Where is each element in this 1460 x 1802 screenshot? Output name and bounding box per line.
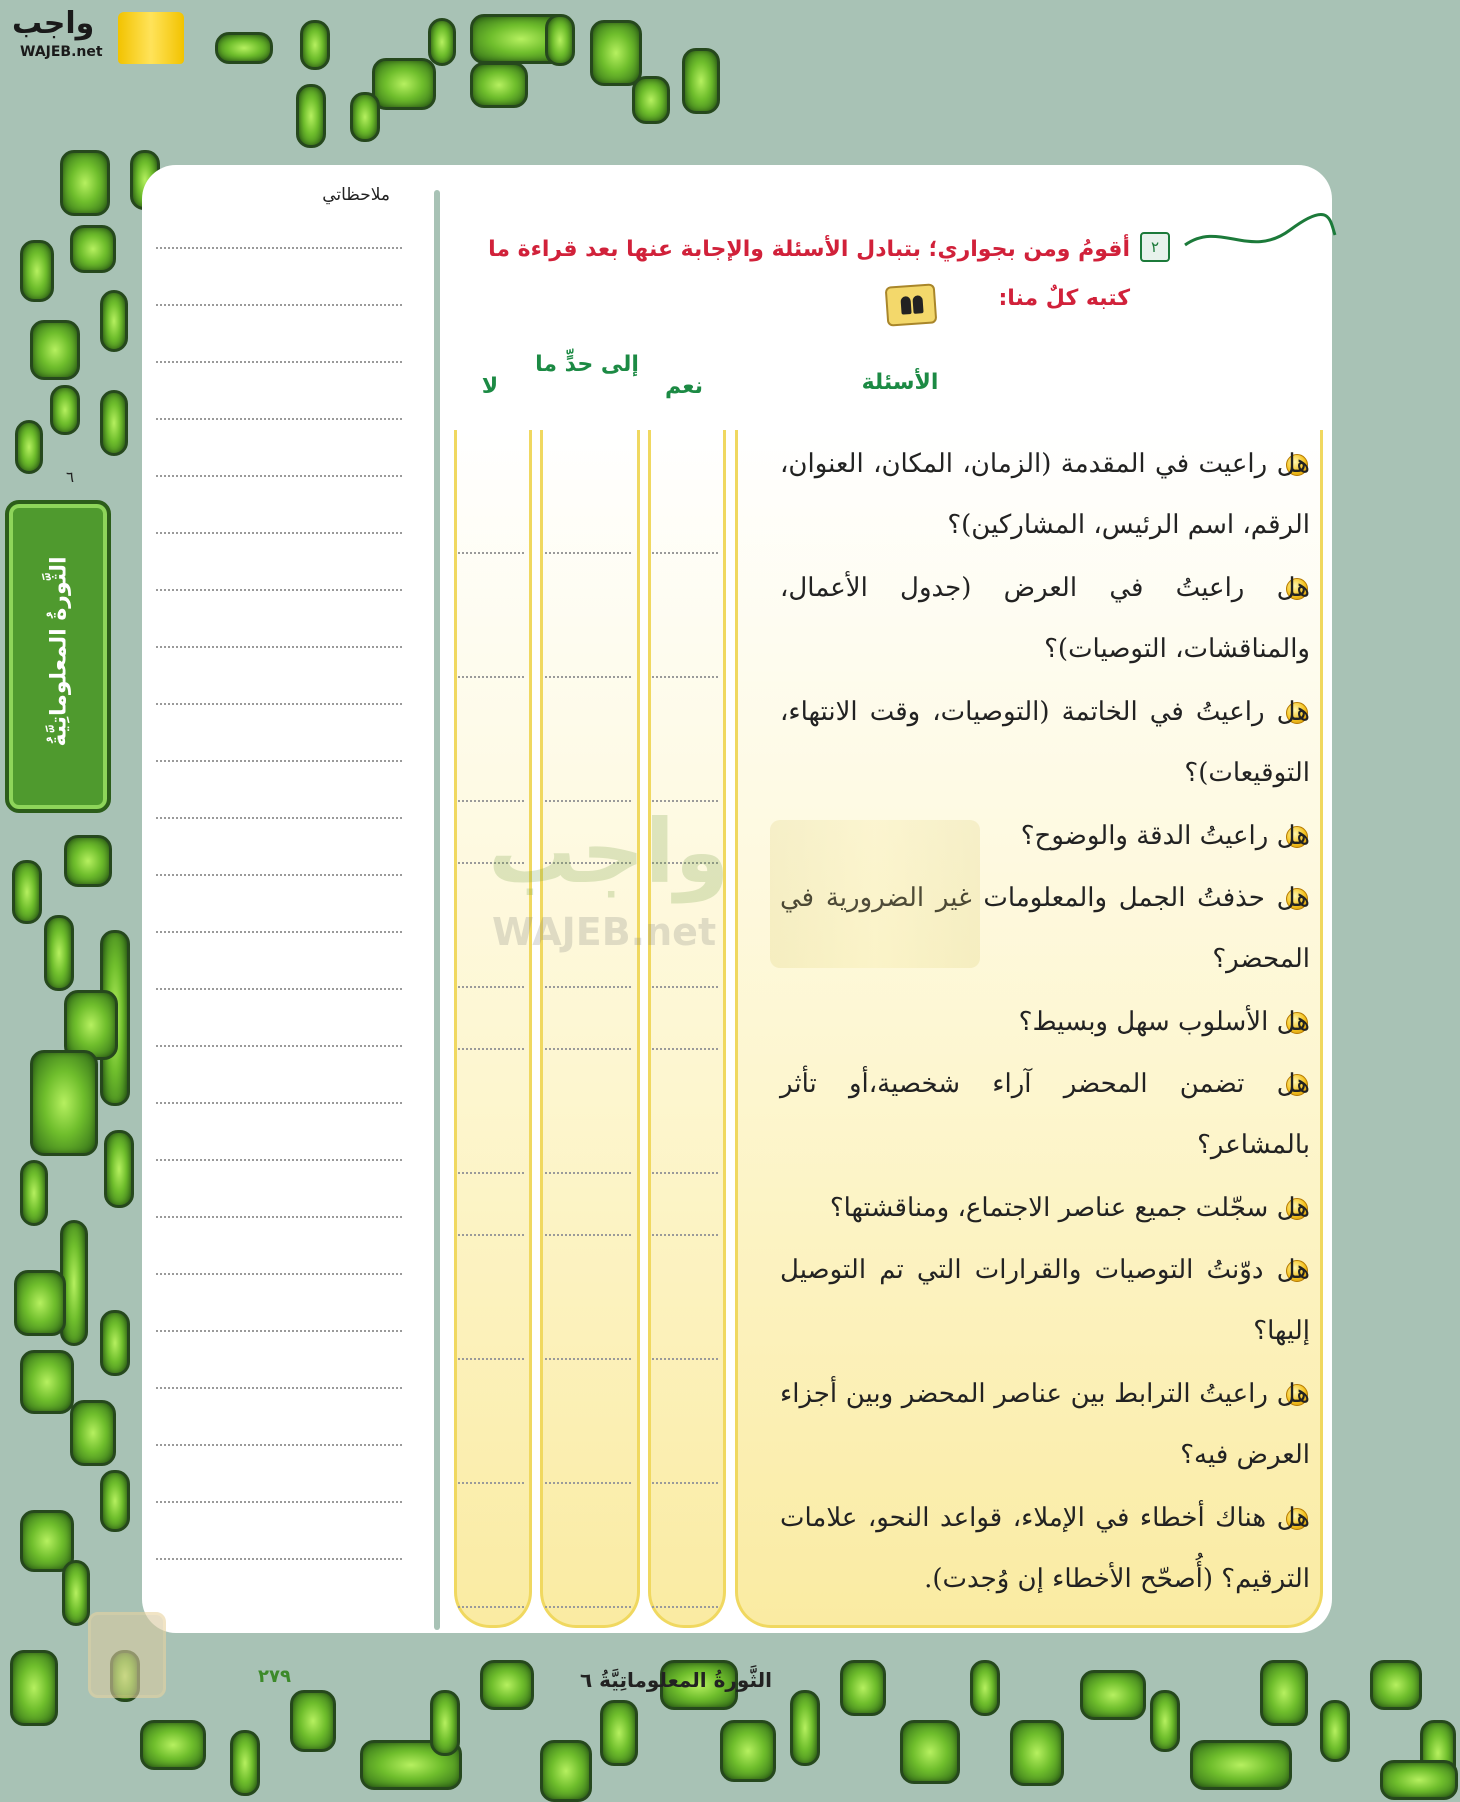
question-text: هل الأسلوب سهل وبسيط؟	[1018, 1007, 1310, 1037]
notes-line	[156, 703, 402, 705]
decorative-cell-icon	[970, 1660, 1000, 1716]
notes-line	[156, 760, 402, 762]
decorative-cell-icon	[632, 76, 670, 124]
header-questions: الأسئلة	[861, 370, 939, 395]
answer-line[interactable]	[652, 676, 718, 678]
answer-line[interactable]	[652, 986, 718, 988]
notes-line	[156, 1045, 402, 1047]
answer-line[interactable]	[652, 1606, 718, 1608]
logo-arabic: واجب	[12, 6, 95, 41]
watermark	[480, 800, 1000, 970]
decorative-cell-icon	[428, 18, 456, 66]
notes-line	[156, 1558, 402, 1560]
decorative-cell-icon	[20, 1160, 48, 1226]
decorative-cell-icon	[545, 14, 575, 66]
header-somewhat: إلى حدٍّ ما	[535, 352, 639, 377]
question-text: هل هناك أخطاء في الإملاء، قواعد النحو، علامات الترقيم؟ (أُصحّح الأخطاء إن وُجدت).	[780, 1503, 1310, 1594]
answer-line[interactable]	[458, 1172, 524, 1174]
decorative-cell-icon	[100, 290, 128, 352]
corner-ornament-icon	[88, 1612, 166, 1698]
pair-work-icon	[885, 283, 938, 326]
notes-line	[156, 304, 402, 306]
decorative-cell-icon	[350, 92, 380, 142]
question-text: هل راعيتُ في العرض (جدول الأعمال، والمناقشات، التوصيات)؟	[780, 573, 1310, 664]
somewhat-column	[540, 430, 640, 1628]
question-text: هل راعيتُ في الخاتمة (التوصيات، وقت الانتهاء، التوقيعات)؟	[780, 697, 1310, 788]
notes-line	[156, 874, 402, 876]
decorative-cell-icon	[480, 1660, 534, 1710]
decorative-cell-icon	[372, 58, 436, 110]
decorative-cell-icon	[1080, 1670, 1146, 1720]
decorative-cell-icon	[100, 390, 128, 456]
decorative-cell-icon	[15, 420, 43, 474]
notes-line	[156, 418, 402, 420]
answer-line[interactable]	[545, 1172, 631, 1174]
decorative-cell-icon	[50, 385, 80, 435]
question-text: هل تضمن المحضر آراء شخصية،أو تأثر بالمشاعر؟	[780, 1069, 1310, 1160]
answer-line[interactable]	[458, 1048, 524, 1050]
notes-line	[156, 1330, 402, 1332]
yes-column	[648, 430, 726, 1628]
decorative-cell-icon	[30, 320, 80, 380]
decorative-cell-icon	[1150, 1690, 1180, 1752]
answer-line[interactable]	[545, 552, 631, 554]
no-column	[454, 430, 532, 1628]
watermark-latin: WAJEB.net	[492, 910, 717, 954]
question-text: هل راعيتُ الترابط بين عناصر المحضر وبين أجزاء العرض فيه؟	[780, 1379, 1310, 1470]
decorative-cell-icon	[296, 84, 326, 148]
notes-title: ملاحظاتي	[322, 185, 390, 205]
footer-unit-title: الثَّورةُ المعلوماتِيَّةُ ٦	[580, 1668, 772, 1692]
answer-line[interactable]	[652, 552, 718, 554]
header-yes: نعم	[665, 374, 703, 399]
exercise-number: ٢	[1140, 232, 1170, 262]
unit-side-tab	[5, 500, 111, 813]
answer-line[interactable]	[652, 1358, 718, 1360]
decorative-cell-icon	[540, 1740, 592, 1802]
decorative-cell-icon	[1370, 1660, 1422, 1710]
answer-line[interactable]	[652, 1048, 718, 1050]
watermark-arabic: واجب	[488, 800, 730, 903]
question-text: هل راعيتُ الدقة والوضوح؟	[1020, 821, 1310, 851]
wajeb-logo	[8, 6, 192, 66]
notes-line	[156, 589, 402, 591]
decorative-cell-icon	[10, 1650, 58, 1726]
answer-line[interactable]	[545, 1606, 631, 1608]
decorative-cell-icon	[30, 1050, 98, 1156]
question-text: هل سجّلت جميع عناصر الاجتماع، ومناقشتها؟	[829, 1193, 1310, 1223]
answer-line[interactable]	[545, 986, 631, 988]
decorative-cell-icon	[20, 1350, 74, 1414]
decorative-cell-icon	[430, 1690, 460, 1756]
decorative-cell-icon	[70, 225, 116, 273]
notes-line	[156, 475, 402, 477]
answer-line[interactable]	[458, 1482, 524, 1484]
answer-line[interactable]	[652, 1172, 718, 1174]
decorative-cell-icon	[44, 915, 74, 991]
answer-line[interactable]	[458, 1358, 524, 1360]
decorative-cell-icon	[600, 1700, 638, 1766]
decorative-cell-icon	[590, 20, 642, 86]
decorative-cell-icon	[1010, 1720, 1064, 1786]
decorative-cell-icon	[104, 1130, 134, 1208]
notes-line	[156, 1387, 402, 1389]
answer-line[interactable]	[458, 1606, 524, 1608]
answer-line[interactable]	[458, 1234, 524, 1236]
watermark-book-icon	[770, 820, 980, 968]
answer-line[interactable]	[545, 1482, 631, 1484]
decorative-cell-icon	[470, 62, 528, 108]
decorative-cell-icon	[70, 1400, 116, 1466]
decorative-cell-icon	[1190, 1740, 1292, 1790]
notes-line	[156, 1102, 402, 1104]
decorative-cell-icon	[64, 835, 112, 887]
decorative-cell-icon	[900, 1720, 960, 1784]
logo-latin: WAJEB.net	[20, 44, 103, 60]
answer-line[interactable]	[545, 1048, 631, 1050]
decorative-cell-icon	[140, 1720, 206, 1770]
side-tab-title: الثَّورةُ المعلوماتِيَّةُ	[46, 556, 72, 747]
decorative-cell-icon	[215, 32, 273, 64]
answer-line[interactable]	[652, 1234, 718, 1236]
decorative-cell-icon	[1260, 1660, 1308, 1726]
notes-divider	[434, 190, 440, 1630]
decorative-cell-icon	[290, 1690, 336, 1752]
decorative-cell-icon	[300, 20, 330, 70]
answer-line[interactable]	[458, 552, 524, 554]
question-text: هل دوّنتُ التوصيات والقرارات التي تم التوصيل إليها؟	[780, 1255, 1310, 1346]
header-wave-icon	[1180, 205, 1340, 265]
decorative-cell-icon	[100, 1310, 130, 1376]
decorative-cell-icon	[60, 150, 110, 216]
notes-line	[156, 1273, 402, 1275]
answer-line[interactable]	[545, 676, 631, 678]
decorative-cell-icon	[840, 1660, 886, 1716]
notes-line	[156, 1501, 402, 1503]
question-text: هل راعيت في المقدمة (الزمان، المكان، العنوان، الرقم، اسم الرئيس، المشاركين)؟	[780, 449, 1310, 540]
answer-line[interactable]	[545, 1234, 631, 1236]
notes-line	[156, 646, 402, 648]
answer-line[interactable]	[458, 986, 524, 988]
notes-line	[156, 1216, 402, 1218]
decorative-cell-icon	[1320, 1700, 1350, 1762]
notes-line	[156, 1444, 402, 1446]
exercise-instruction: أقومُ ومن بجواري؛ بتبادل الأسئلة والإجابة عنها بعد قراءة ما كتبه كلٌ منا:	[488, 237, 1130, 311]
answer-line[interactable]	[652, 1482, 718, 1484]
decorative-cell-icon	[100, 1470, 130, 1532]
answer-line[interactable]	[545, 1358, 631, 1360]
page-number: ٢٧٩	[258, 1666, 291, 1687]
notes-line	[156, 247, 402, 249]
decorative-cell-icon	[12, 860, 42, 924]
notes-line	[156, 532, 402, 534]
decorative-cell-icon	[1380, 1760, 1458, 1800]
decorative-cell-icon	[230, 1730, 260, 1796]
notes-line	[156, 361, 402, 363]
notes-line	[156, 988, 402, 990]
question-text: هل حذفتُ الجمل والمعلومات غير الضرورية في المحضر؟	[780, 883, 1310, 974]
side-tab-number: ٦	[66, 468, 75, 486]
notes-line	[156, 817, 402, 819]
decorative-cell-icon	[720, 1720, 776, 1782]
notes-line	[156, 931, 402, 933]
decorative-cell-icon	[790, 1690, 820, 1766]
notes-column	[142, 165, 432, 1633]
book-logo-icon	[118, 12, 184, 64]
notes-line	[156, 1159, 402, 1161]
answer-line[interactable]	[458, 676, 524, 678]
decorative-cell-icon	[62, 1560, 90, 1626]
decorative-cell-icon	[20, 240, 54, 302]
decorative-cell-icon	[14, 1270, 66, 1336]
header-no: لا	[481, 374, 499, 399]
decorative-cell-icon	[682, 48, 720, 114]
